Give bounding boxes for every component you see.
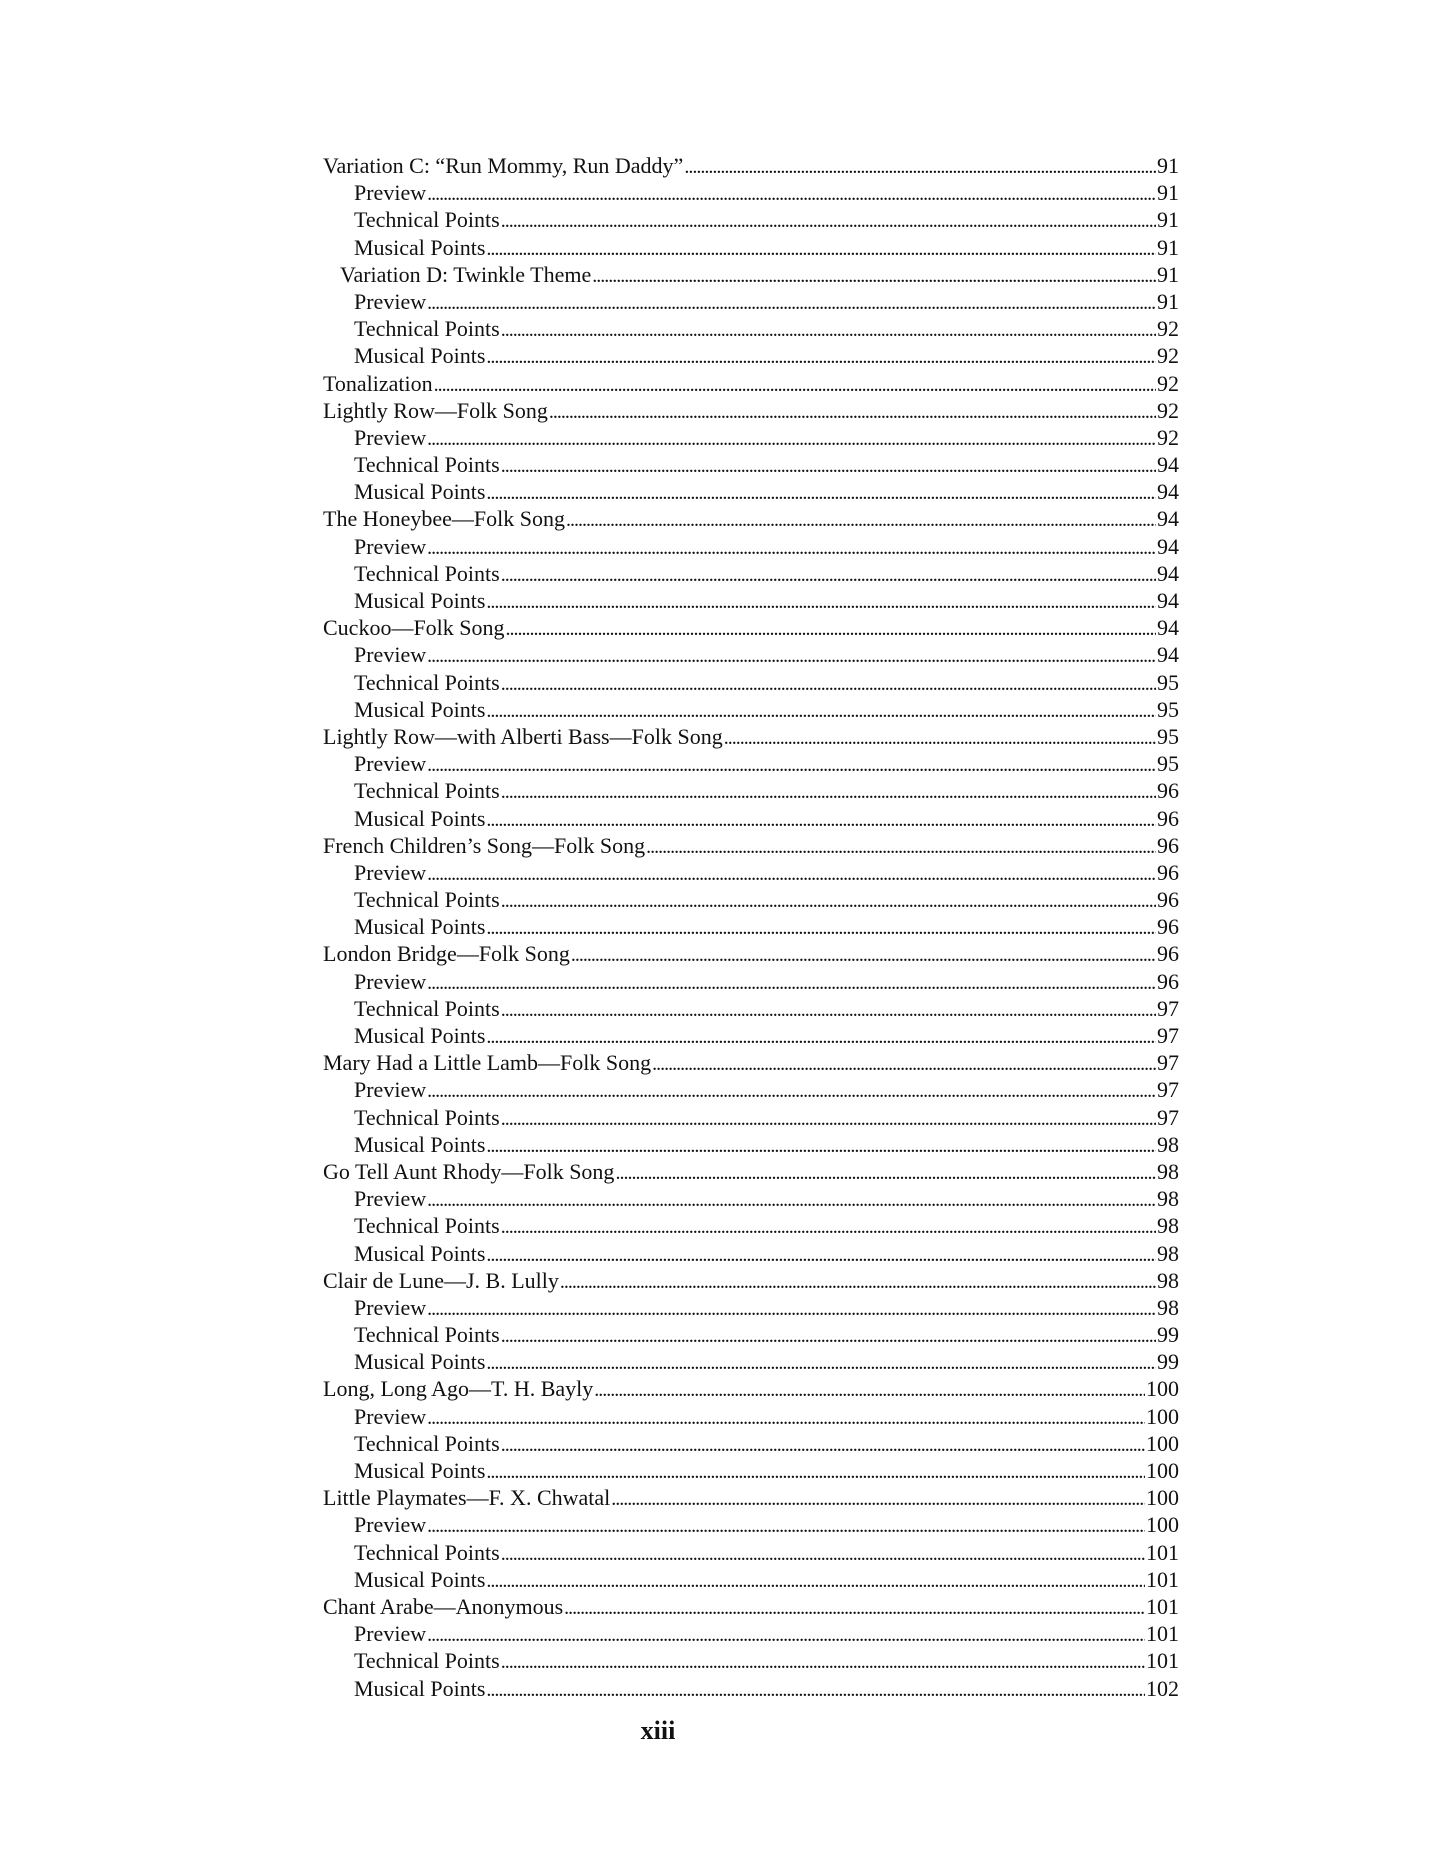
dot-leader: [486, 1566, 1145, 1595]
toc-entry[interactable]: [323, 533, 1179, 560]
dot-leader: [427, 424, 1156, 453]
toc-entry-title: Technical Points: [354, 1648, 500, 1674]
toc-entry-title: Preview: [354, 1294, 427, 1320]
toc-entry-title: Technical Points: [354, 1430, 500, 1456]
toc-entry-title: London Bridge—Folk Song: [323, 941, 570, 967]
toc-entry[interactable]: [323, 859, 1179, 886]
toc-entry-page: 91: [1157, 234, 1179, 260]
toc-entry[interactable]: [323, 723, 1179, 750]
toc-entry-title: Musical Points: [354, 1023, 486, 1048]
toc-entry-title: The Honeybee—Folk Song: [323, 506, 565, 532]
toc-entry-page: 92: [1157, 370, 1179, 396]
toc-entry-page: 100: [1146, 1512, 1179, 1538]
dot-leader: [486, 478, 1156, 507]
toc-entry-page: 94: [1157, 452, 1179, 478]
toc-entry-title: Preview: [354, 642, 427, 668]
toc-entry-title: Technical Points: [354, 669, 500, 695]
toc-entry-page: 97: [1157, 1050, 1179, 1076]
toc-entry[interactable]: [323, 206, 1179, 233]
toc-entry-page: 99: [1157, 1349, 1179, 1375]
toc-entry[interactable]: [323, 669, 1179, 696]
dot-leader: [652, 1049, 1156, 1078]
toc-entry[interactable]: [323, 1321, 1179, 1348]
toc-entry[interactable]: [323, 1185, 1179, 1212]
dot-leader: [566, 505, 1156, 534]
toc-entry-page: 101: [1146, 1593, 1179, 1619]
toc-entry-title: Technical Points: [354, 207, 500, 233]
toc-entry-page: 94: [1157, 560, 1179, 586]
dot-leader: [486, 1457, 1145, 1486]
toc-entry-title: Technical Points: [354, 1539, 500, 1565]
toc-entry-page: 101: [1146, 1621, 1179, 1647]
toc-entry-title: Technical Points: [354, 1213, 500, 1239]
toc-entry[interactable]: [323, 424, 1179, 451]
toc-entry[interactable]: [323, 1484, 1179, 1511]
toc-entry-page: 101: [1146, 1539, 1179, 1565]
toc-entry-title: Mary Had a Little Lamb—Folk Song: [323, 1050, 652, 1076]
toc-entry-page: 94: [1157, 588, 1179, 613]
toc-entry-title: Musical Points: [354, 696, 486, 722]
toc-entry-page: 101: [1146, 1648, 1179, 1674]
toc-entry[interactable]: [323, 288, 1179, 315]
toc-entry[interactable]: [323, 179, 1179, 206]
table-of-contents: [323, 152, 1179, 1702]
toc-entry-title: Technical Points: [354, 887, 500, 913]
toc-entry-page: 98: [1157, 1267, 1179, 1293]
toc-entry-page: 96: [1157, 778, 1179, 804]
toc-entry[interactable]: [323, 1131, 1179, 1158]
dot-leader: [501, 995, 1156, 1024]
toc-entry[interactable]: [323, 696, 1179, 723]
toc-entry-page: 98: [1157, 1294, 1179, 1320]
toc-entry-title: Preview: [354, 533, 427, 559]
toc-entry[interactable]: [323, 1539, 1179, 1566]
toc-entry-page: 91: [1157, 207, 1179, 233]
toc-entry-title: Clair de Lune—J. B. Lully: [323, 1267, 559, 1293]
dot-leader: [427, 179, 1156, 208]
toc-entry-page: 94: [1157, 642, 1179, 668]
toc-entry-page: 96: [1157, 968, 1179, 994]
toc-entry-page: 100: [1146, 1403, 1179, 1429]
toc-entry-page: 95: [1157, 751, 1179, 777]
toc-entry[interactable]: [323, 641, 1179, 668]
toc-entry-page: 92: [1157, 397, 1179, 423]
dot-leader: [486, 1240, 1156, 1269]
toc-entry[interactable]: [323, 750, 1179, 777]
dot-leader: [571, 940, 1156, 969]
toc-entry[interactable]: [323, 1267, 1179, 1294]
toc-entry-title: Preview: [354, 1403, 427, 1429]
toc-entry-title: Go Tell Aunt Rhody—Folk Song: [323, 1158, 615, 1184]
toc-entry-title: Technical Points: [354, 1322, 500, 1348]
toc-entry-page: 96: [1157, 832, 1179, 858]
toc-entry-title: Preview: [354, 288, 427, 314]
dot-leader: [615, 1158, 1156, 1187]
dot-leader: [501, 777, 1156, 806]
dot-leader: [427, 1620, 1145, 1649]
dot-leader: [427, 1185, 1156, 1214]
toc-entry-title: Technical Points: [354, 316, 500, 342]
toc-entry-title: Preview: [354, 424, 427, 450]
toc-entry[interactable]: [323, 1076, 1179, 1103]
toc-entry-title: Technical Points: [354, 1104, 500, 1130]
toc-entry-page: 100: [1146, 1376, 1179, 1402]
dot-leader: [501, 560, 1156, 589]
toc-entry-page: 96: [1157, 887, 1179, 913]
toc-entry-title: Variation C: “Run Mommy, Run Daddy”: [323, 153, 684, 178]
toc-entry-page: 97: [1157, 995, 1179, 1021]
toc-entry-page: 92: [1157, 316, 1179, 342]
page-number: xiii: [640, 1716, 676, 1745]
toc-entry-title: Cuckoo—Folk Song: [323, 615, 505, 641]
toc-entry[interactable]: [323, 1294, 1179, 1321]
toc-entry-title: Musical Points: [354, 1566, 486, 1592]
dot-leader: [486, 1131, 1156, 1160]
toc-entry[interactable]: [323, 1104, 1179, 1131]
toc-entry[interactable]: [323, 913, 1179, 940]
dot-leader: [564, 1593, 1145, 1622]
toc-entry[interactable]: [323, 234, 1179, 261]
toc-entry-page: 94: [1157, 533, 1179, 559]
toc-entry-title: Musical Points: [354, 1458, 486, 1483]
dot-leader: [501, 451, 1156, 480]
toc-entry-page: 98: [1157, 1186, 1179, 1212]
toc-entry-title: Musical Points: [354, 1240, 486, 1266]
toc-entry[interactable]: [323, 1022, 1179, 1049]
toc-entry-page: 102: [1146, 1675, 1179, 1701]
toc-entry-title: Preview: [354, 1621, 427, 1647]
toc-entry-title: Preview: [354, 1512, 427, 1538]
toc-entry[interactable]: [323, 261, 1179, 288]
toc-entry-page: 101: [1146, 1566, 1179, 1592]
toc-entry[interactable]: [323, 1375, 1179, 1402]
dot-leader: [434, 370, 1156, 399]
dot-leader: [501, 1212, 1156, 1241]
dot-leader: [501, 669, 1156, 698]
dot-leader: [501, 315, 1156, 344]
toc-entry-title: Technical Points: [354, 778, 500, 804]
dot-leader: [592, 261, 1156, 290]
dot-leader: [486, 234, 1156, 263]
dot-leader: [646, 832, 1156, 861]
toc-entry[interactable]: [323, 1403, 1179, 1430]
toc-entry-page: 91: [1157, 180, 1179, 206]
toc-entry-page: 91: [1157, 288, 1179, 314]
toc-entry-page: 98: [1157, 1213, 1179, 1239]
toc-entry-page: 96: [1157, 941, 1179, 967]
toc-entry-title: Musical Points: [354, 914, 486, 940]
dot-leader: [486, 1022, 1156, 1051]
toc-entry[interactable]: [323, 1511, 1179, 1538]
dot-leader: [486, 1675, 1145, 1704]
toc-entry-title: Preview: [354, 751, 427, 777]
toc-entry-page: 94: [1157, 615, 1179, 641]
toc-entry-page: 92: [1157, 343, 1179, 369]
dot-leader: [427, 1511, 1145, 1540]
dot-leader: [486, 587, 1156, 616]
dot-leader: [506, 614, 1156, 643]
toc-entry[interactable]: [323, 397, 1179, 424]
dot-leader: [427, 641, 1156, 670]
dot-leader: [501, 1321, 1156, 1350]
toc-entry-title: Long, Long Ago—T. H. Bayly: [323, 1376, 594, 1402]
dot-leader: [427, 533, 1156, 562]
toc-entry[interactable]: [323, 1647, 1179, 1674]
dot-leader: [486, 913, 1156, 942]
dot-leader: [486, 342, 1156, 371]
toc-entry[interactable]: [323, 614, 1179, 641]
toc-entry-title: Musical Points: [354, 234, 486, 260]
dot-leader: [427, 1294, 1156, 1323]
toc-entry[interactable]: [323, 1240, 1179, 1267]
toc-entry-page: 96: [1157, 859, 1179, 885]
toc-entry-title: French Children’s Song—Folk Song: [323, 832, 646, 858]
toc-entry[interactable]: [323, 777, 1179, 804]
toc-entry-page: 97: [1157, 1104, 1179, 1130]
toc-entry-page: 98: [1157, 1158, 1179, 1184]
toc-entry-page: 100: [1146, 1430, 1179, 1456]
toc-entry-title: Preview: [354, 180, 427, 206]
dot-leader: [501, 1430, 1145, 1459]
dot-leader: [501, 1539, 1145, 1568]
toc-entry-title: Preview: [354, 859, 427, 885]
toc-entry-page: 92: [1157, 424, 1179, 450]
toc-entry[interactable]: [323, 560, 1179, 587]
dot-leader: [427, 750, 1156, 779]
toc-entry[interactable]: [323, 505, 1179, 532]
toc-entry-title: Technical Points: [354, 452, 500, 478]
toc-entry[interactable]: [323, 1675, 1179, 1702]
toc-entry-page: 95: [1157, 723, 1179, 749]
toc-entry[interactable]: [323, 478, 1179, 505]
toc-entry[interactable]: [323, 886, 1179, 913]
toc-entry-title: Musical Points: [354, 1131, 486, 1157]
dot-leader: [427, 859, 1156, 888]
toc-entry-title: Chant Arabe—Anonymous: [323, 1593, 564, 1619]
toc-entry-page: 94: [1157, 479, 1179, 505]
toc-entry-title: Lightly Row—with Alberti Bass—Folk Song: [323, 723, 723, 749]
toc-entry[interactable]: [323, 1049, 1179, 1076]
toc-entry-title: Technical Points: [354, 560, 500, 586]
toc-entry-page: 99: [1157, 1322, 1179, 1348]
dot-leader: [724, 723, 1156, 752]
dot-leader: [560, 1267, 1156, 1296]
toc-entry[interactable]: [323, 1158, 1179, 1185]
toc-entry-page: 95: [1157, 669, 1179, 695]
toc-entry-title: Preview: [354, 968, 427, 994]
dot-leader: [501, 1104, 1156, 1133]
toc-entry-page: 100: [1146, 1485, 1179, 1511]
dot-leader: [427, 288, 1156, 317]
toc-entry-title: Musical Points: [354, 343, 486, 369]
toc-entry-title: Tonalization: [323, 370, 433, 396]
toc-entry[interactable]: [323, 832, 1179, 859]
toc-entry[interactable]: [323, 1212, 1179, 1239]
toc-entry-page: 96: [1157, 805, 1179, 831]
toc-entry[interactable]: [323, 1430, 1179, 1457]
dot-leader: [486, 1348, 1156, 1377]
toc-entry-page: 95: [1157, 696, 1179, 722]
toc-entry-page: 98: [1157, 1240, 1179, 1266]
toc-entry-page: 96: [1157, 914, 1179, 940]
toc-entry-title: Lightly Row—Folk Song: [323, 397, 548, 423]
toc-entry[interactable]: [323, 940, 1179, 967]
toc-entry-title: Preview: [354, 1186, 427, 1212]
toc-entry-title: Musical Points: [354, 479, 486, 505]
dot-leader: [486, 805, 1156, 834]
toc-entry-page: 100: [1146, 1458, 1179, 1483]
toc-entry[interactable]: [323, 1566, 1179, 1593]
dot-leader: [486, 696, 1156, 725]
toc-entry-title: Musical Points: [354, 1349, 486, 1375]
toc-entry[interactable]: [323, 1348, 1179, 1375]
dot-leader: [501, 886, 1156, 915]
toc-entry[interactable]: [323, 995, 1179, 1022]
toc-entry[interactable]: [323, 370, 1179, 397]
toc-entry-page: 98: [1157, 1131, 1179, 1157]
dot-leader: [501, 1647, 1145, 1676]
toc-entry[interactable]: [323, 342, 1179, 369]
toc-entry-title: Variation D: Twinkle Theme: [340, 261, 592, 287]
toc-entry-title: Musical Points: [354, 1675, 486, 1701]
dot-leader: [427, 968, 1156, 997]
toc-entry[interactable]: [323, 152, 1179, 179]
toc-entry[interactable]: [323, 587, 1179, 614]
toc-entry[interactable]: [323, 451, 1179, 478]
toc-entry[interactable]: [323, 805, 1179, 832]
dot-leader: [427, 1076, 1156, 1105]
dot-leader: [611, 1484, 1145, 1513]
toc-entry-page: 91: [1157, 261, 1179, 287]
toc-entry[interactable]: [323, 1457, 1179, 1484]
toc-entry-page: 94: [1157, 506, 1179, 532]
dot-leader: [594, 1375, 1145, 1404]
toc-entry-page: 91: [1157, 153, 1179, 178]
dot-leader: [549, 397, 1156, 426]
toc-entry[interactable]: [323, 1620, 1179, 1647]
toc-entry[interactable]: [323, 968, 1179, 995]
toc-entry-title: Preview: [354, 1077, 427, 1103]
toc-entry-page: 97: [1157, 1077, 1179, 1103]
dot-leader: [427, 1403, 1145, 1432]
toc-entry-page: 97: [1157, 1023, 1179, 1048]
toc-entry-title: Technical Points: [354, 995, 500, 1021]
toc-entry[interactable]: [323, 315, 1179, 342]
toc-entry[interactable]: [323, 1593, 1179, 1620]
toc-entry-title: Musical Points: [354, 805, 486, 831]
toc-entry-title: Musical Points: [354, 588, 486, 613]
dot-leader: [684, 152, 1156, 181]
dot-leader: [501, 206, 1156, 235]
toc-entry-title: Little Playmates—F. X. Chwatal: [323, 1485, 611, 1511]
